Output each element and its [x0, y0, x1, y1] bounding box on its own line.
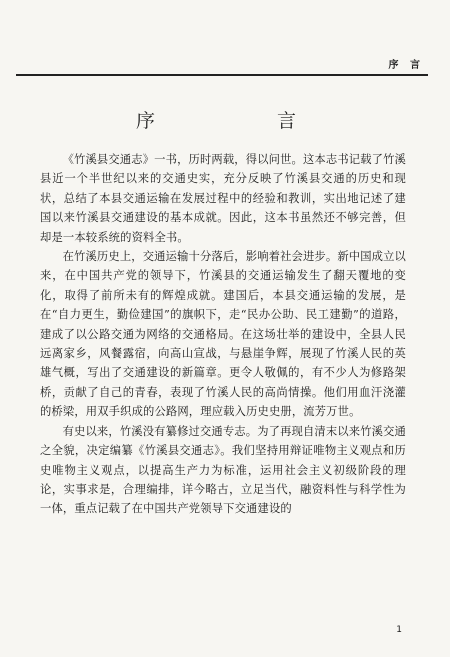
body-text [40, 150, 406, 519]
page-title: 序 言 [135, 110, 355, 132]
paragraph-2: 在竹溪历史上，交通运输十分落后，影响着社会进步。新中国成立以来，在中国共产党的领导下，竹溪县的交通运输发生了翻天覆地的变化，取得了前所未有的辉煌成就。建国后，本县交通运输的发展，是在“自力更生，勤俭建国”的旗帜下，走“民办公助、民工建勤”的道路，建成了以公路交通为网络的交通格局。在这场壮举的建设中，全县人民远离家乡，风餐露宿，向高山宣战，与悬崖争辉，展现了竹溪人民的英雄气概，写出了交通建设的新篇章。更令人敬佩的，有不少人为修路架桥，贡献了自己的青春，表现了竹溪人民的高尚情操。他们用血汗浇灌的桥梁，用双手织成的公路网，理应载入历史史册，流芳万世。 [40, 250, 407, 419]
running-header [16, 56, 428, 76]
paragraph-1: 《竹溪县交通志》一书，历时两载，得以问世。这本志书记载了竹溪县近一个半世纪以来的交通史实，充分反映了竹溪县交通的历史和现状，总结了本县交通运输在发展过程中的经验和教训，实出地记述了建国以来竹溪县交通建设的基本成就。因此，这本书虽然还不够完善，但却是一本较系统的资料全书。 [40, 153, 407, 244]
page-number: 1 [396, 625, 402, 635]
running-header-title: 序 言 [388, 60, 424, 71]
paragraph-3: 有史以来，竹溪没有纂修过交通专志。为了再现自清末以来竹溪交通之全貌，决定编纂《竹溪县交通志》。我们坚持用辩证唯物主义观点和历史唯物主义观点，以提高生产力为标准，运用社会主义初级阶段的理论，实事求是，合理编排，详今略古，立足当代，融资料性与科学性为一体，重点记载了在中国共产党领导下交通建设的 [40, 424, 407, 516]
